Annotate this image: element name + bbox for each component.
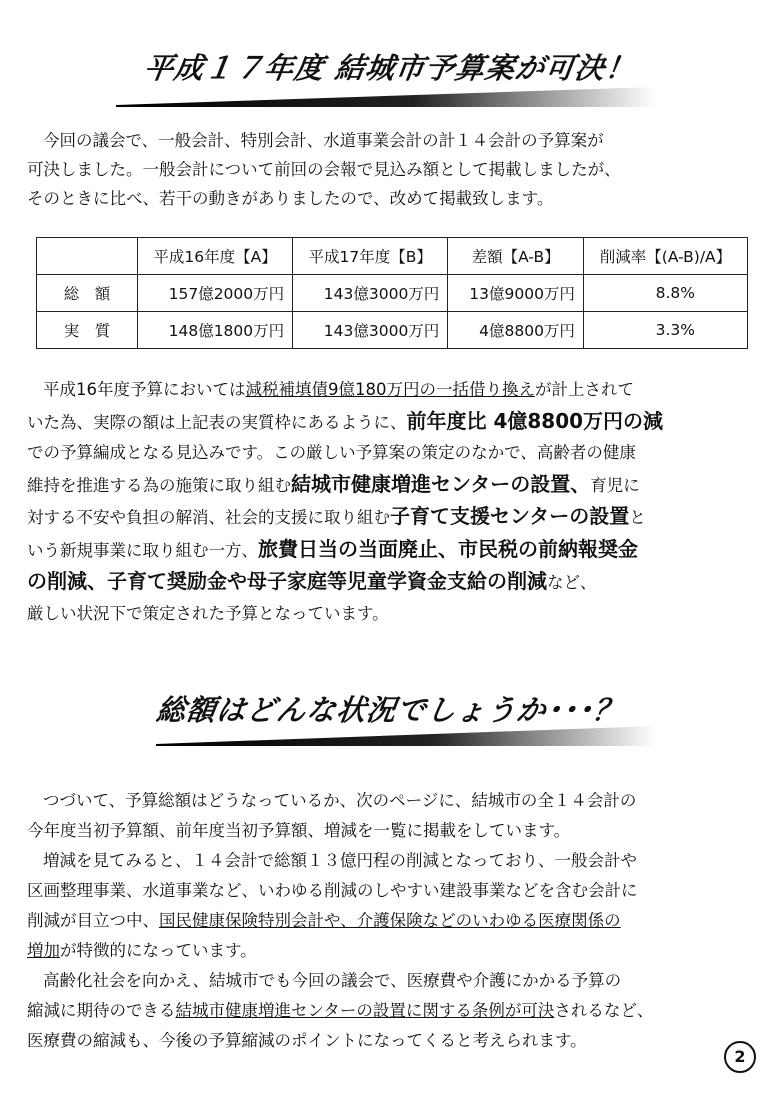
para2-line-5: 対する不安や負担の解消、社会的支援に取り組む子育て支援センターの設置と — [27, 504, 646, 528]
emphasis-text: 旅費日当の当面廃止、市民税の前納報奨金 — [258, 536, 638, 561]
para2-line-8: 厳しい状況下で策定された予算となっています。 — [27, 603, 389, 623]
para3-line-8: 縮減に期待のできる結城市健康増進センターの設置に関する条例が可決されるなど、 — [27, 1001, 654, 1020]
cell-fy17: 143億3000万円 — [293, 275, 448, 312]
budget-comparison-table — [36, 237, 748, 349]
emphasis-text: 子育て支援センターの設置 — [390, 504, 630, 528]
para2-line-4: 維持を推進する為の施策に取り組む結城市健康増進センターの設置、育児に — [27, 471, 640, 496]
underlined-text: 増加 — [27, 941, 60, 960]
table-header-cell: 平成16年度【A】 — [138, 238, 293, 275]
underlined-text: 国民健康保険特別会計や、介護保険などのいわゆる医療関係の — [159, 911, 621, 930]
table-row — [37, 312, 748, 349]
budget-explanation-paragraph — [27, 375, 767, 629]
para3-line-3: 増減を見てみると、１４会計で総額１３億円程の削減となっており、一般会計や — [43, 851, 637, 870]
intro-line-1: 今回の議会で、一般会計、特別会計、水道事業会計の計１４会計の予算案が — [43, 131, 604, 150]
intro-line-2: 可決しました。一般会計について前回の会報で見込み額として掲載しましたが、 — [27, 160, 621, 179]
cell-fy17: 143億3000万円 — [293, 312, 448, 349]
row-label: 総 額 — [37, 275, 138, 312]
para3-line-2: 今年度当初予算額、前年度当初予算額、増減を一覧に掲載をしています。 — [27, 821, 571, 840]
para2-line-6: いう新規事業に取り組む一方、旅費日当の当面廃止、市民税の前納報奨金 — [27, 536, 638, 561]
title-underline-wedge — [116, 83, 656, 107]
intro-paragraph — [27, 126, 767, 213]
cell-difference: 4億8800万円 — [448, 312, 584, 349]
emphasis-text: 前年度比 4億8800万円の減 — [406, 408, 664, 433]
table-header-cell: 平成17年度【B】 — [293, 238, 448, 275]
intro-line-3: そのときに比べ、若干の動きがありましたので、改めて掲載致します。 — [27, 189, 554, 208]
para3-line-1: つづいて、予算総額はどうなっているか、次のページに、結城市の全１４会計の — [43, 791, 637, 810]
emphasis-text: の削減、子育て奨励金や母子家庭等児童学資金支給の削減 — [27, 569, 547, 593]
table-header-cell: 削減率【(A-B)/A】 — [583, 238, 747, 275]
table-header-cell — [37, 238, 138, 275]
para2-line-2: いた為、実際の額は上記表の実質枠にあるように、前年度比 4億8800万円の減 — [27, 408, 664, 433]
cell-reduction-rate: 3.3% — [583, 312, 747, 349]
cell-fy16: 148億1800万円 — [138, 312, 293, 349]
cell-difference: 13億9000万円 — [448, 275, 584, 312]
totals-paragraph — [27, 786, 767, 1056]
para3-line-4: 区画整理事業、水道事業など、いわゆる削減のしやすい建設事業などを含む会計に — [27, 881, 638, 900]
para2-line-1: 平成16年度予算においては減税補填債9億180万円の一括借り換えが計上されて — [43, 380, 634, 399]
para3-line-5: 削減が目立つ中、国民健康保険特別会計や、介護保険などのいわゆる医療関係の — [27, 911, 621, 930]
emphasis-text: 結城市健康増進センターの設置、 — [291, 471, 591, 496]
cell-reduction-rate: 8.8% — [583, 275, 747, 312]
underlined-text: 減税補填債9億180万円の一括借り換え — [245, 380, 535, 399]
para3-line-9: 医療費の縮減も、今後の予算縮減のポイントになってくると考えられます。 — [27, 1031, 587, 1050]
title-underline-wedge — [156, 722, 656, 746]
table-row — [37, 275, 748, 312]
section2-title: 総額はどんな状況でしょうか･･･？ — [154, 693, 626, 727]
cell-fy16: 157億2000万円 — [138, 275, 293, 312]
underlined-text: 結城市健康増進センターの設置に関する条例が可決 — [175, 1001, 555, 1020]
section1-title: 平成１７年度 結城市予算案が可決！ — [141, 51, 638, 85]
table-header-row — [37, 238, 748, 275]
para3-line-7: 高齢化社会を向かえ、結城市でも今回の議会で、医療費や介護にかかる予算の — [43, 971, 622, 990]
table-header-cell: 差額【A-B】 — [448, 238, 584, 275]
para2-line-3: での予算編成となる見込みです。この厳しい予算案の策定のなかで、高齢者の健康 — [27, 443, 636, 462]
row-label: 実 質 — [37, 312, 138, 349]
para3-line-6: 増加が特徴的になっています。 — [27, 941, 257, 960]
para2-line-7: の削減、子育て奨励金や母子家庭等児童学資金支給の削減など、 — [27, 569, 597, 593]
page-number: 2 — [724, 1041, 756, 1073]
